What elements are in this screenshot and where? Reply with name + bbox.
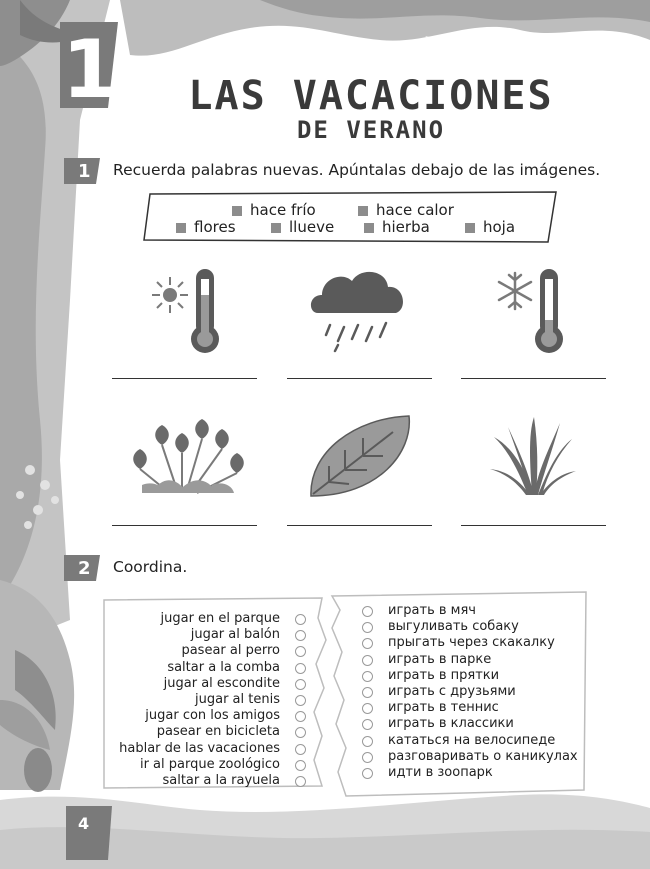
right-item: прыгать через скакалку xyxy=(388,635,555,651)
answer-line[interactable] xyxy=(112,378,257,379)
right-item: выгуливать собаку xyxy=(388,619,519,635)
match-dot-right[interactable] xyxy=(362,687,373,698)
unit-number: 1 xyxy=(62,23,118,116)
match-dot-left[interactable] xyxy=(295,760,306,771)
answer-line[interactable] xyxy=(461,525,606,526)
match-dot-left[interactable] xyxy=(295,663,306,674)
exercise-2-instruction: Coordina. xyxy=(113,558,188,576)
right-item: кататься на велосипеде xyxy=(388,732,556,748)
word-bank-item: flores xyxy=(176,220,236,235)
word-bank-item: hierba xyxy=(364,220,430,235)
right-item: играть в теннис xyxy=(388,700,499,716)
left-item: jugar en el parque xyxy=(160,611,280,626)
match-dot-right[interactable] xyxy=(362,736,373,747)
match-dot-right[interactable] xyxy=(362,655,373,666)
left-item: saltar a la comba xyxy=(167,659,280,675)
page-number: 4 xyxy=(78,814,90,833)
right-item: идти в зоопарк xyxy=(388,765,493,780)
exercise-2-number: 2 xyxy=(78,558,91,579)
match-dot-right[interactable] xyxy=(362,768,373,779)
right-item: играть в мяч xyxy=(388,603,476,618)
flowers-icon xyxy=(122,415,252,500)
exercise-1-number: 1 xyxy=(78,161,91,182)
match-dot-left[interactable] xyxy=(295,679,306,690)
left-item: pasear en bicicleta xyxy=(156,724,280,740)
exercise-1-instruction: Recuerda palabras nuevas. Apúntalas debajo de las imágenes. xyxy=(113,161,601,179)
left-item: saltar a la rayuela xyxy=(162,773,280,788)
match-dot-left[interactable] xyxy=(295,744,306,755)
snowflake-thermometer-icon xyxy=(495,265,575,357)
answer-line[interactable] xyxy=(112,525,257,526)
word-bank-item: hace calor xyxy=(358,203,454,218)
word-bank-item: hace frío xyxy=(232,203,316,218)
page-title: LAS VACACIONES xyxy=(188,73,554,119)
left-item: jugar al balón xyxy=(190,627,280,643)
right-item: играть в классики xyxy=(388,716,514,732)
grass-icon xyxy=(488,415,578,500)
match-dot-right[interactable] xyxy=(362,606,373,617)
right-item: играть в парке xyxy=(388,651,492,667)
page-subtitle: DE VERANO xyxy=(296,116,446,144)
left-item: jugar con los amigos xyxy=(145,708,280,724)
answer-line[interactable] xyxy=(461,378,606,379)
sun-thermometer-icon xyxy=(145,265,235,357)
match-dot-left[interactable] xyxy=(295,614,306,625)
right-item: играть с друзьями xyxy=(388,684,516,699)
match-dot-left[interactable] xyxy=(295,776,306,787)
left-item: jugar al tenis xyxy=(195,692,280,707)
left-item: jugar al escondite xyxy=(163,675,280,691)
match-dot-right[interactable] xyxy=(362,752,373,763)
left-item: ir al parque zoológico xyxy=(139,756,280,772)
match-dot-left[interactable] xyxy=(295,695,306,706)
answer-line[interactable] xyxy=(287,378,432,379)
left-item: hablar de las vacaciones xyxy=(119,740,280,756)
left-item: pasear al perro xyxy=(181,643,280,659)
word-bank-item: llueve xyxy=(271,220,334,235)
answer-line[interactable] xyxy=(287,525,432,526)
match-dot-right[interactable] xyxy=(362,671,373,682)
leaf-icon xyxy=(305,412,415,502)
right-item: играть в прятки xyxy=(388,667,500,683)
word-bank-item: hoja xyxy=(465,220,515,235)
right-item: разговаривать о каникулах xyxy=(388,748,578,764)
rain-cloud-icon xyxy=(308,265,410,357)
